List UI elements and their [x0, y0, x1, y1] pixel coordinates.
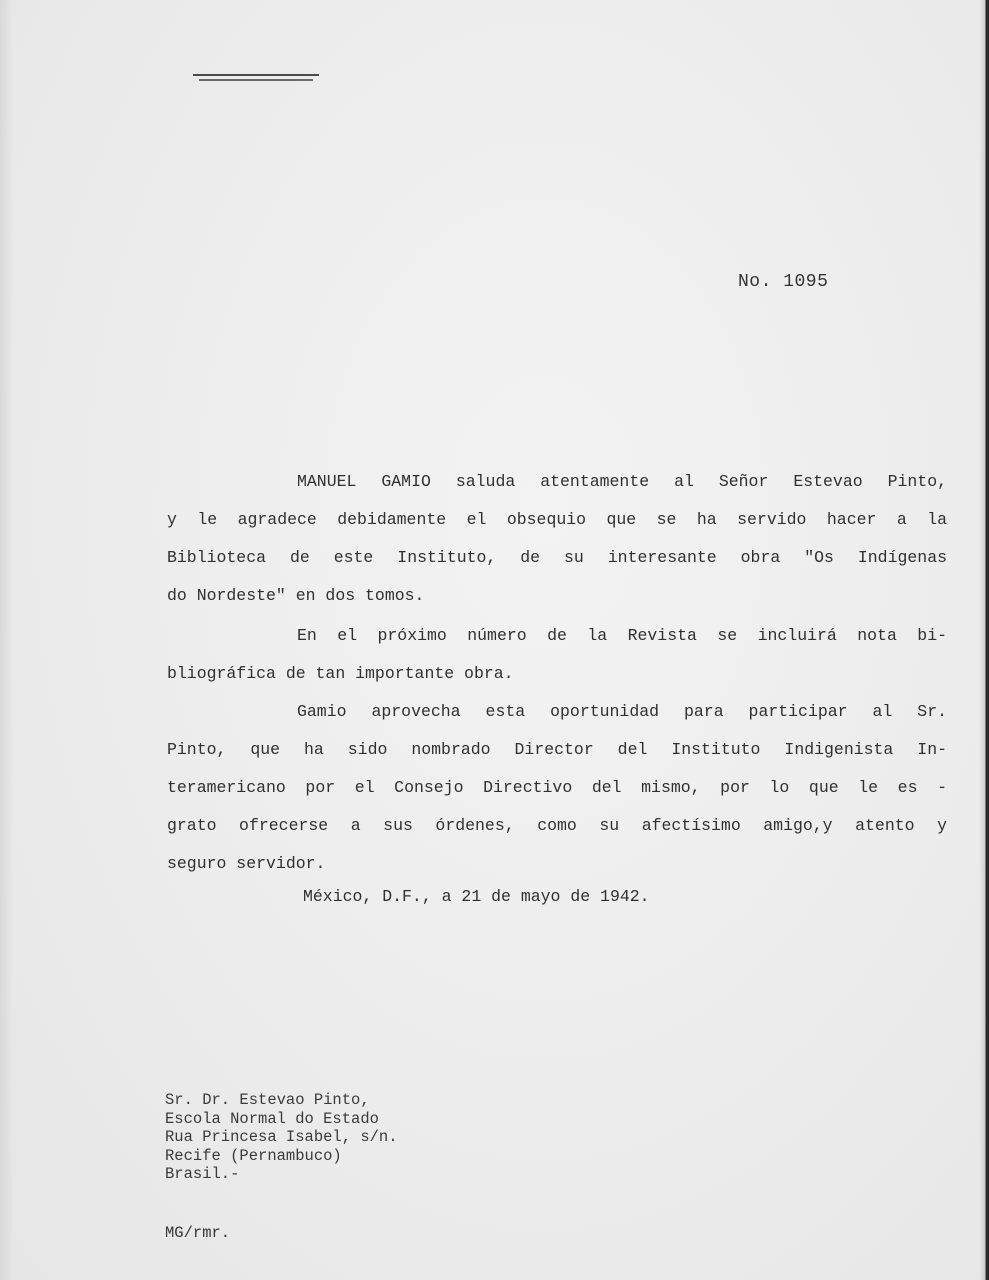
address-line: Sr. Dr. Estevao Pinto, — [165, 1091, 370, 1109]
paragraph-line: En el próximo número de la Revista se incluirá nota bi- — [297, 626, 947, 645]
page-right-edge — [979, 0, 989, 1280]
paragraph-line: teramericano por el Consejo Directivo del mismo, por lo que le es - — [167, 778, 947, 797]
reference-initials: MG/rmr. — [165, 1224, 231, 1242]
address-line: Recife (Pernambuco) — [165, 1146, 342, 1165]
recipient-address — [165, 1091, 398, 1184]
strikeout-mark — [193, 74, 319, 83]
paragraph-line: Gamio aprovecha esta oportunidad para participar al Sr. — [297, 702, 947, 721]
paragraph-line: bliográfica de tan importante obra. — [167, 664, 514, 683]
address-line: Rua Princesa Isabel, s/n. — [165, 1128, 398, 1146]
document-number: No. 1095 — [738, 272, 829, 292]
paragraph-review-note — [167, 617, 947, 693]
strikeout-bar — [193, 74, 319, 76]
paragraph-line: do Nordeste" en dos tomos. — [167, 586, 425, 605]
paragraph-line: y le agradece debidamente el obsequio que se ha servido hacer a la — [167, 510, 947, 529]
paragraph-line: MANUEL GAMIO saluda atentamente al Señor Estevao Pinto, — [297, 472, 947, 491]
paragraph-appointment — [167, 693, 947, 883]
address-line: Brasil.- — [165, 1165, 240, 1183]
strikeout-bar — [199, 79, 313, 81]
paragraph-line: Pinto, que ha sido nombrado Director del Instituto Indigenista In- — [167, 740, 947, 759]
paragraph-line: seguro servidor. — [167, 854, 326, 873]
paragraph-line: grato ofrecerse a sus órdenes, como su afectísimo amigo,y atento y — [167, 816, 947, 835]
paragraph-line: Biblioteca de este Instituto, de su interesante obra "Os Indígenas — [167, 548, 947, 567]
place-and-date: México, D.F., a 21 de mayo de 1942. — [303, 887, 650, 906]
paragraph-thanks — [167, 463, 947, 615]
address-line: Escola Normal do Estado — [165, 1109, 379, 1128]
page-left-shadow — [0, 0, 14, 1280]
